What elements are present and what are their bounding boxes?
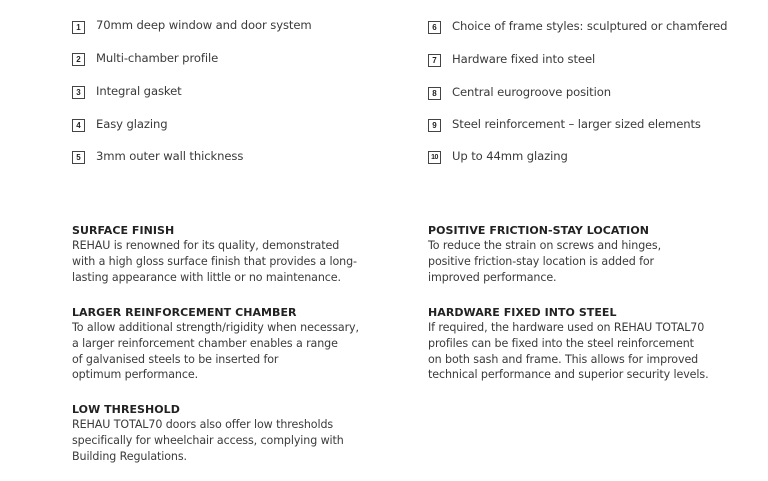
feature-text: Central eurogroove position [452, 85, 611, 99]
section-body-line: specifically for wheelchair access, complying with [72, 433, 344, 447]
section-heading: POSITIVE FRICTION-STAY LOCATION [428, 224, 649, 237]
section-surface-finish [72, 223, 372, 285]
feature-number-badge: 10 [428, 151, 441, 164]
feature-item [428, 20, 441, 34]
section-body-line: optimum performance. [72, 368, 199, 382]
feature-item [72, 118, 85, 132]
feature-text: Easy glazing [96, 117, 168, 131]
section-body-line: To allow additional strength/rigidity when necessary, [72, 321, 359, 334]
section-body-line: profiles can be fixed into the steel reinforcement [428, 336, 694, 350]
section-body-line: REHAU is renowned for its quality, demonstrated [72, 239, 340, 252]
feature-item [72, 150, 85, 164]
section-body-line: If required, the hardware used on REHAU TOTAL70 [428, 321, 705, 334]
section-heading: SURFACE FINISH [72, 224, 175, 237]
feature-number-badge: 7 [428, 54, 441, 67]
feature-item [428, 53, 441, 67]
section-body-line: To reduce the strain on screws and hinges, [428, 239, 661, 252]
feature-number-badge: 8 [428, 87, 441, 100]
feature-number-badge: 2 [72, 53, 85, 66]
feature-item [72, 20, 85, 34]
section-heading: LOW THRESHOLD [72, 403, 180, 416]
feature-item [428, 86, 441, 100]
feature-item [428, 118, 441, 132]
feature-text: Integral gasket [96, 84, 182, 98]
feature-text: 70mm deep window and door system [96, 18, 312, 32]
section-larger-reinforcement [72, 305, 372, 383]
feature-number-badge: 6 [428, 21, 441, 34]
section-body-line: a larger reinforcement chamber enables a range [72, 336, 338, 350]
section-low-threshold [72, 402, 372, 464]
feature-number-badge: 5 [72, 151, 85, 164]
feature-number-badge: 9 [428, 119, 441, 132]
feature-item [72, 85, 85, 99]
feature-text: Multi-chamber profile [96, 51, 219, 65]
feature-number-badge: 4 [72, 119, 85, 132]
feature-number-badge: 1 [72, 21, 85, 34]
section-body-line: Building Regulations. [72, 449, 187, 463]
feature-item [72, 52, 85, 66]
feature-text: 3mm outer wall thickness [96, 149, 244, 163]
feature-number-badge: 3 [72, 86, 85, 99]
feature-text: Up to 44mm glazing [452, 149, 568, 163]
section-hardware-steel [428, 305, 728, 383]
feature-text: Hardware fixed into steel [452, 52, 596, 66]
feature-text: Choice of frame styles: sculptured or chamfered [452, 19, 728, 33]
section-body-line: lasting appearance with little or no maintenance. [72, 270, 341, 284]
section-body-line: with a high gloss surface finish that provides a long- [72, 254, 357, 268]
feature-text: Steel reinforcement – larger sized elements [452, 117, 701, 131]
section-body-line: on both sash and frame. This allows for improved [428, 352, 699, 366]
feature-item [428, 150, 441, 164]
section-body-line: positive friction-stay location is added for [428, 254, 655, 268]
section-body-line: of galvanised steels to be inserted for [72, 352, 279, 366]
section-heading: LARGER REINFORCEMENT CHAMBER [72, 306, 297, 319]
section-body-line: REHAU TOTAL70 doors also offer low thresholds [72, 418, 334, 431]
section-heading: HARDWARE FIXED INTO STEEL [428, 306, 617, 319]
section-body-line: improved performance. [428, 270, 557, 284]
section-friction-stay [428, 223, 728, 285]
section-body-line: technical performance and superior security levels. [428, 368, 709, 382]
